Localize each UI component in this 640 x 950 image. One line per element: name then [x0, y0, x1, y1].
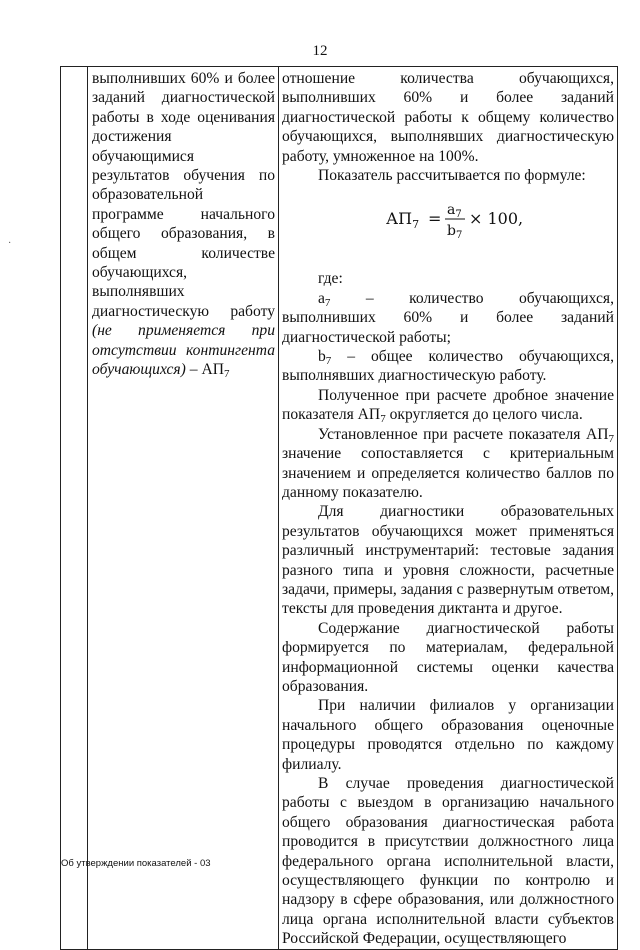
svg-text:АП7 — [386, 209, 419, 231]
formula — [282, 185, 614, 247]
formula-numerator: a — [447, 202, 456, 219]
variable-a-text: – количество обучающихся, выполнивших 60% и более заданий диагностической работы; — [282, 289, 614, 346]
rounding-paragraph — [282, 386, 614, 425]
formula-denominator: b — [447, 223, 456, 240]
margin-mark: · — [8, 238, 12, 249]
rounding-text: Полученное при расчете дробное значение показателя АП — [282, 386, 614, 424]
indicator-code-sub: 7 — [223, 368, 230, 381]
indicator-name-text: выполнивших 60% и более заданий диагностической работы в ходе оценивания достижения обучающимися результатов обучения по образовательной программе начального общего образования, в общем количестве обучающихся, выполнявших диагностическую работу — [92, 70, 275, 320]
page-footer: Об утверждении показателей - 03 — [61, 858, 211, 869]
scoring-text: Установленное при расчете показателя АП — [318, 425, 609, 443]
variable-a-definition — [282, 289, 614, 347]
svg-text:a7 — [447, 202, 462, 220]
svg-text:b7 — [447, 223, 462, 241]
visit-paragraph: В случае проведения диагностической работы с выездом в организацию начального общего образования диагностическая работа проводится в присутствии должностного лица федерального органа исполнительной власти, осуществляющего функции по контролю и надзору в сфере образования, или должностного лица органа исполнительной власти субъектов Российской Федерации, осуществляющего — [282, 775, 614, 948]
number-cell — [61, 67, 88, 950]
svg-text:=: = — [428, 209, 442, 229]
formula-numerator-sub: 7 — [455, 209, 462, 221]
scoring-sub: 7 — [608, 432, 614, 445]
where-label: где: — [318, 270, 343, 288]
formula-denominator-sub: 7 — [455, 230, 463, 242]
variable-a-sub: 7 — [324, 296, 331, 309]
rounding-sub: 7 — [380, 413, 386, 426]
scoring-paragraph — [282, 425, 614, 503]
variable-b-text: – общее количество обучающихся, выполнявших диагностическую работу. — [282, 348, 614, 385]
tools-paragraph: Для диагностики образовательных результатов обучающихся может применяться различный инструментарий: тестовые задания разного типа и уровня сложности, расчетные задачи, примеры, задания с развернутым ответом, тексты для проведения диктанта и другое. — [282, 503, 614, 618]
indicator-note: (не применяется при отсутствии контингента обучающихся) — [92, 322, 275, 379]
page-number: 12 — [312, 43, 328, 59]
variable-b-definition — [282, 347, 614, 386]
indicator-table — [60, 66, 618, 950]
branches-paragraph: При наличии филиалов у организации начального общего образования оценочные процедуры проводятся отдельно по каждому филиалу. — [282, 697, 614, 773]
formula-intro: Показатель рассчитывается по формуле: — [318, 167, 586, 185]
formula-rhs: × 100, — [469, 209, 524, 229]
variable-b-sub: 7 — [325, 355, 332, 368]
content-paragraph: Содержание диагностической работы формируется по материалам, федеральной информационной системы оценки качества образования. — [282, 619, 614, 695]
formula-lhs: АП — [386, 209, 413, 229]
indicator-name-cell — [88, 67, 279, 950]
variable-b: b — [318, 348, 326, 366]
indicator-code: – АП — [185, 361, 224, 379]
formula-lhs-sub: 7 — [412, 218, 420, 232]
variable-a: a — [318, 289, 325, 307]
table-row — [61, 67, 618, 950]
method-cell — [279, 67, 618, 950]
formula-graphic — [328, 187, 568, 245]
scoring-text-end: значение сопоставляется с критериальным значением и определяется количество баллов по данному показателю. — [282, 445, 614, 501]
rounding-text-end: округляется до целого числа. — [385, 406, 583, 424]
definition-paragraph: отношение количества обучающихся, выполнивших 60% и более заданий диагностической работы к общему количество обучающихся, выполнявших диагностическую работу, умноженное на 100%. — [282, 70, 614, 165]
